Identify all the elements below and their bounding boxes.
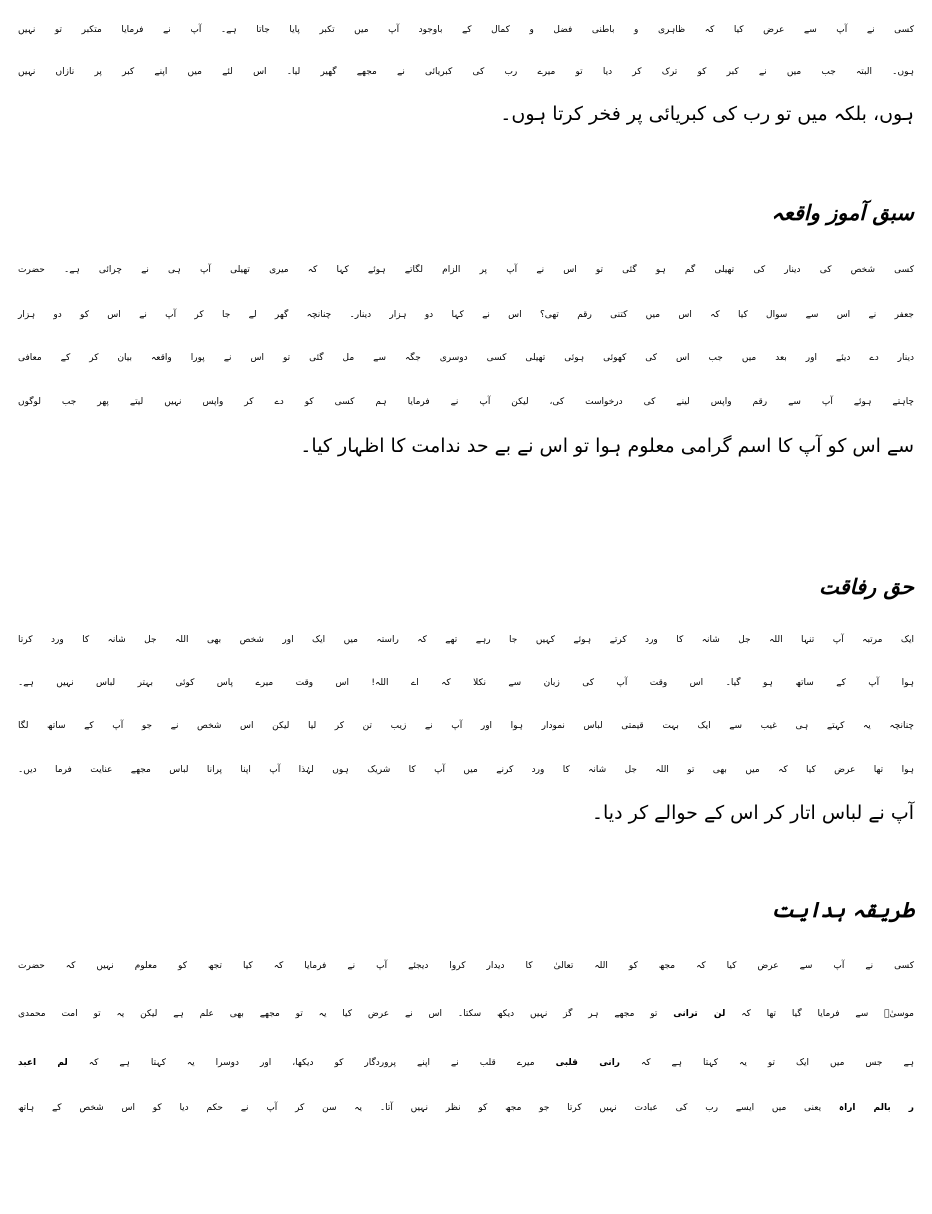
document-page [18,0,914,1214]
bold-phrase: لن ترانی [673,1009,726,1019]
section-heading: طریقہ ہدایت [771,898,914,922]
paragraph-line [18,295,914,335]
paragraph-line [18,10,914,50]
paragraph-line [18,1043,914,1083]
text-segment: کسی نے آپ سے عرض کیا کہ ظاہری و باطنی فضل و کمال کے باوجود آپ میں تکبر پایا جاتا ہے۔ آپ نے فرمایا متکبر تو نہیں [18,25,914,35]
section-heading: حق رفاقت [818,575,914,599]
paragraph-line [18,1088,914,1128]
paragraph-line [18,750,914,790]
text-segment: یعنی میں ایسے رب کی عبادت نہیں کرتا جو مجھ کو نظر نہیں آتا۔ یہ سن کر آپ نے حکم دیا کو اس شخص کے ہاتھ [18,1103,839,1113]
text-segment: میرے قلب نے اپنے پروردگار کو دیکھا، اور دوسرا یہ کہتا ہے کہ [67,1058,556,1068]
paragraph-line [18,426,914,466]
paragraph-line [18,382,914,422]
text-segment: ہوا تھا عرض کیا کہ میں بھی تو اللہ جل شانہ کا ورد کرنے میں آپ کا شریک ہوں لہٰذا آپ اپنا پرانا لباس مجھے عنایت فرما دیں۔ [18,765,914,775]
text-segment: کسی شخص کی دینار کی تھیلی گم ہو گئی تو اس نے آپ پر الزام لگاتے ہوئے کہا کہ میری تھیلی آپ ہی نے چرائی ہے۔ حضرت [18,265,914,275]
text-segment: ایک مرتبہ آپ تنہا اللہ جل شانہ کا ورد کرتے ہوئے کہیں جا رہے تھے کہ راستہ میں ایک اور شخص بھی اللہ جل شانہ کا ورد کرتا [18,635,914,645]
text-segment: دینار دے دیئے اور بعد میں جب اس کی کھوئی ہوئی تھیلی کسی دوسری جگہ سے مل گئی تو اس نے پورا واقعہ بیان کر کے معافی [18,353,914,363]
paragraph-line [18,663,914,703]
paragraph-line [18,250,914,290]
text-segment: کسی نے آپ سے عرض کیا کہ مجھ کو اللہ تعالیٰ کا دیدار کروا دیجئے آپ نے فرمایا کہ کیا تجھ کو معلوم نہیں کہ حضرت [18,961,914,971]
section-heading: سبق آموز واقعہ [771,201,914,225]
text-segment: ہے جس میں ایک تو یہ کہتا ہے کہ [619,1058,914,1068]
paragraph-line [18,338,914,378]
paragraph-line [18,620,914,660]
text-segment: آپ نے لباس اتار کر اس کے حوالے کر دیا۔ [591,802,914,824]
bold-phrase: لم اعبد [18,1058,68,1068]
bold-phrase: رانی قلبی [555,1058,620,1068]
text-segment: ہوں، بلکہ میں تو رب کی کبریائی پر فخر کرتا ہوں۔ [500,103,914,125]
paragraph-line [18,706,914,746]
bold-phrase: ر بالم اراہ [838,1103,914,1113]
paragraph-line [18,994,914,1034]
text-segment: ہوں۔ البتہ جب میں نے کبر کو ترک کر دیا تو میرے رب کی کبریائی نے مجھے گھیر لیا۔ اس لئے میں اپنے کبر پر نازاں نہیں [18,67,914,77]
text-segment: موسیٰؑ سے فرمایا گیا تھا کہ [725,1009,914,1019]
paragraph-line [18,793,914,833]
text-segment: ہوا آپ کے ساتھ ہو گیا۔ اس وقت آپ کی زبان سے نکلا کہ اے اللہ! اس وقت میرے پاس کوئی بہتر لباس نہیں ہے۔ [18,678,914,688]
text-segment: تو مجھے ہر گز نہیں دیکھ سکتا۔ اس نے عرض کیا یہ تو مجھے بھی علم ہے لیکن یہ تو امت محمدی [18,1009,674,1019]
paragraph-line [18,52,914,92]
text-segment: جعفر نے اس سے سوال کیا کہ اس میں کتنی رقم تھی؟ اس نے کہا دو ہزار دینار۔ چنانچہ گھر لے جا کر آپ نے اس کو دو ہزار [18,310,914,320]
paragraph-line [18,94,914,134]
text-segment: چنانچہ یہ کہتے ہی غیب سے ایک بہت قیمتی لباس نمودار ہوا اور آپ نے زیب تن کر لیا لیکن اس شخص نے جو آپ کے ساتھ لگا [18,721,914,731]
paragraph-line [18,946,914,986]
text-segment: چاہتے ہوئے آپ سے رقم واپس لینے کی درخواست کی، لیکن آپ نے فرمایا ہم کسی کو دے کر واپس نہیں لیتے پھر جب لوگوں [18,397,914,407]
text-segment: سے اس کو آپ کا اسم گرامی معلوم ہوا تو اس نے بے حد ندامت کا اظہار کیا۔ [300,435,914,457]
